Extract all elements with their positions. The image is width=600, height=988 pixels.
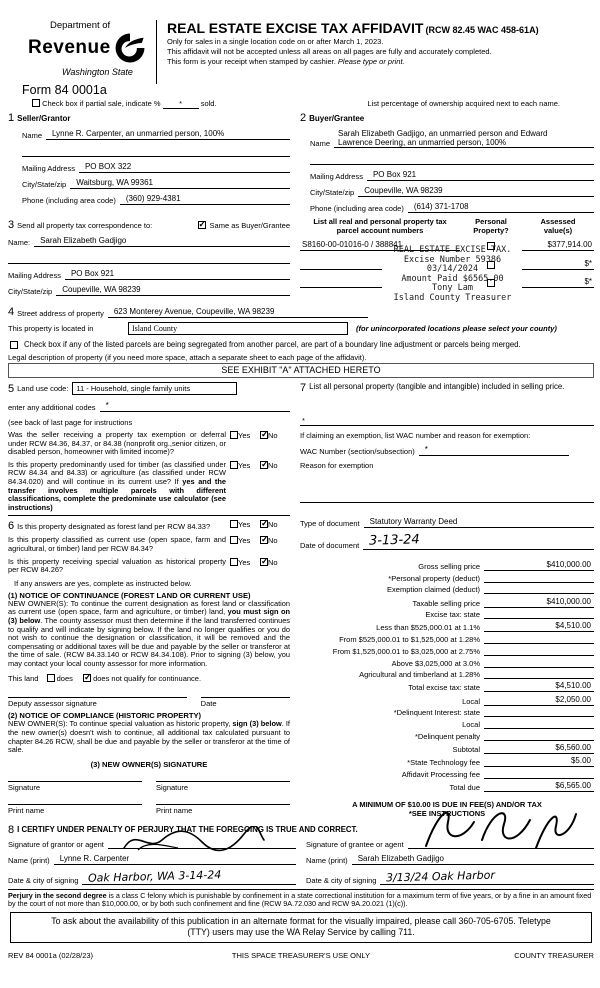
type-of-document-field[interactable]: Statutory Warranty Deed <box>364 517 594 528</box>
assessed-value-field-3[interactable]: $* <box>522 277 594 288</box>
street-address-label: Street address of property <box>17 309 104 318</box>
parcel-number-field[interactable]: S8160-00-01016-0 / 388841 <box>300 240 460 251</box>
historical-yes-checkbox[interactable] <box>230 558 238 566</box>
street-address-field[interactable]: 623 Monterey Avenue, Coupeville, WA 98239 <box>108 307 368 318</box>
forest-yes-checkbox[interactable] <box>230 520 238 528</box>
date-of-document-label: Date of document <box>300 541 360 550</box>
seller-phone-label: Phone (including area code) <box>22 196 116 205</box>
seller-name-label: Name <box>22 131 43 140</box>
tax-value-field[interactable] <box>484 658 594 668</box>
buyer-name-label: Name <box>310 139 331 148</box>
historical-question-row: Is this property receiving special valuation as historical property per RCW 84.26? Yes ✓ No <box>8 558 290 575</box>
wac-exemption-note: If claiming an exemption, list WAC number and reason for exemption: <box>300 431 531 440</box>
partial-sale-checkbox[interactable] <box>32 99 40 107</box>
new-owner-print-line-1[interactable]: Print name <box>8 804 142 815</box>
ownership-note: List percentage of ownership acquired next to each name. <box>367 99 560 108</box>
forest-land-question-row: 6 Is this property designated as forest land per RCW 84.33? Yes ✓ No <box>8 520 290 532</box>
correspondence-name-field[interactable]: Sarah Elizabeth Gadjigo <box>34 236 290 247</box>
additional-codes-field[interactable]: * <box>100 401 290 412</box>
deputy-date-line[interactable]: Date <box>201 697 290 708</box>
grantor-signature-scrawl <box>118 826 268 854</box>
continuance-row: This land does ✓ does not qualify for continuance. <box>8 674 290 683</box>
grantee-date-field[interactable]: 3/13/24 Oak Harbor <box>380 870 594 885</box>
grantor-date-label: Date & city of signing <box>8 875 79 885</box>
parcel-table-header: List all real and personal property tax parcel account numbers Personal Property? Assessed value(s) <box>313 217 576 235</box>
subtitle-2: This affidavit will not be accepted unless all areas on all pages are fully and accurately completed. <box>167 47 492 56</box>
affidavit-page: Department of Revenue Washington State Form 84 0001a REAL ESTATE EXCISE TAX AFFIDAVIT (RCW 82.45 WAC 458-61A) Only for sales in a single location code on or after March 1, 2023. This affidavit will not be accepted unless all areas on all pages are fully and accurately completed. This form is your receipt when stamped by cashier. Please type or print. Check box if partial sale, indicate % * sold. List percentage of ownership acquired next to each name. 1 Seller/Grantor Name Lynne R. Carpenter, an unmarried person, 100% Mailing Address PO BOX 322 City/State/zip Waitsburg, WA 99361 Phone (including area code) (360) 929-4381 3 Send all property tax correspondence to: ✓ Same as Buyer/Grantee Name: Sarah Elizabeth Gadjigo Mailing Address PO Box 921 City/State/zip Coupeville, WA 98239 2 Buyer/Grantee Name Sarah Elizabeth Gadjigo, an unmarried person and Edward Lawrence Deering, an unmarried person, 100% Mailing Address PO Box 921 City/State/zip Coupeville, WA 98239 Phone (including area code) (614) 371-1708 List all real and personal property tax parcel account numbers Personal Property? Assessed value(s) S8160-00-01016-0 / 388841 $377,914.00 $* $* REAL ESTATE EXCISE TAX. Excise Number 59386 03/14/2024 Amount Paid $6565.00 Tony Lam Island County Treasurer 4 Street address of property 623 Monterey Avenue, Coupeville, WA 98239 This property is located in Island County (for unincorporated locations please select your county) Check box if any of the listed parcels are being segregated from another parcel, are part of a boundary line adjustment or parcels being merged. Legal description of property (if you need more space, attach a separate sheet to each page of the affidavit). SEE EXHIBIT "A" ATTACHED HERETO 5 Land use code: 11 - Household, single family units enter any additional codes * (see back of last page for instructions Was the seller receiving a property tax exemption or deferral under RCW 84.36, 84.37, or 84.38 (nonprofit org.,senior citizen, or disabled person, homeowner with limited income)? Yes ✓ No Is this property predominantly used for timber (as classified under RCW 84.34 and 84.33) or agriculture (as classified under RCW 84.34.020) and will continue in its current use? If yes and the transfer involves multiple parcels with different classifications, complete the predominate use calculator (see instructions) Yes ✓ No 6 Is this property designated as forest land per RCW 84.33? Yes ✓ No Is this property classified as current use (open space, farm and agricultural, or timber) land per RCW 84.34? Yes ✓ No Is this property receiving special valuation as historical property per RCW 84.26? Yes ✓ No If any answers are yes, complete as instructed below. (1) NOTICE OF CONTINUANCE (FOREST LAND OR CURRENT USE) NEW OWNER(S): To continue the current designation as forest land or classification as current use (open space, farm and agriculture, or timber) land, you must sign on (3) below. The county assessor must then determine if the land transferred continues to qualify and will indicate by signing below. If the land no longer qualifies or you do not wish to continue the designation or classification, it will be removed and the compensating or additional taxes will be due and payable by the seller or transferor at the time of sale. (RCW 84.33.140 or RCW 84.34.108). Prior to signing (3) below, you may contact your local county assessor for more information. This land does ✓ does not qualify for continuance. Deputy assessor signature Date (2) NOTICE OF COMPLIANCE (HISTORIC PROPERTY) NEW OWNER(S): To continue special valuation as historic property, sign (3) below. If the new owner(s) doesn't wish to continue, all additional tax calculated pursuant to chapter 84.26 RCW, shall be due and payable by the seller or transferor at the time of sale. (3) NEW OWNER(S) SIGNATURE Signature Signature Print name Print name 7 List all personal property (tangible and intangible) included in selling price. * If claiming an exemption, list WAC number and reason for exemption: WAC Number (section/subsection) * Reason for exemption Type of document Statutory Warranty Deed Date of document 3-13-24 Gross selling price $410,000.00 *Personal property (deduct) Exemption claimed (deduct) Taxable selling price $410,000.00 Excise tax: state Less than $525,000.01 at 1.1% $4,510.00 From $525,000.01 to $1,525,000 at 1.28% From $1,525,000.01 to $3,025,000 at 2.75% Above $3,025,000 at 3.0% Agricultural and timberland at 1.28% Total excise tax: state $4,510.00 Local $2,050.00 *Delinquent Interest: state Local *Delinquent penalty Subtotal $6,560.00 *State Technology fee $5.00 Affidavit Processing fee Total due $6,565.00 A MINIMUM OF $10.00 IS DUE IN FEE(S) AND/OR TAX *SEE INSTRUCTIONS 8 I CERTIFY UNDER PENALTY OF PERJURY THAT THE FOREGOING IS TRUE AND CORRECT. Signature of grantor or agent Name (print) Lynne R. Carpenter Date & city of signing Oak Harbor, WA 3-14-24 Signature of grantee or agent Name (print) Sarah Elizabeth Gadjigo Date & city of signing 3/13/24 Oak Harbor Perjury in the second degree is a class C felony which is punishable by confinement in a state correctional institution for a maximum term of five years, or by a fine in an amount fixed by the court of not more than $10,000.00, or by both such confinement and fine (RCW 9A.72.030 and RCW 9A.20.021 (1)(c)). To ask about the availability of this publication in an alternate format for the visually impaired, please call 360-705-6705. Teletype (TTY) users may use the WA Relay Service by calling 711. REV 84 0001a (02/28/23) THIS SPACE TREASURER'S USE ONLY COUNTY TREASURER <box>0 0 600 988</box>
same-as-buyer-checkbox[interactable] <box>198 221 206 229</box>
reason-exemption-field[interactable] <box>300 494 594 503</box>
tax-value-field[interactable] <box>484 719 594 729</box>
tax-value-field[interactable] <box>484 731 594 741</box>
tax-computation <box>300 560 594 792</box>
grantee-signature[interactable] <box>408 839 594 849</box>
grantor-signing-block <box>8 836 306 885</box>
current-use-yes-checkbox[interactable] <box>230 536 238 544</box>
buyer-mailing-field[interactable]: PO Box 921 <box>367 170 594 181</box>
exemption-no-checkbox[interactable] <box>260 431 268 439</box>
timber-question-row: Is this property predominantly used for timber (as classified under RCW 84.34 and 84.33) or agriculture (as classified under RCW 84.34.020) and will continue in its current use? If yes and the transfer involves multiple parcels with different classifications, complete the predominate use calculator (see instructions) Yes ✓ No <box>8 461 290 513</box>
tax-value-field[interactable] <box>484 708 594 718</box>
seller-mailing-label: Mailing Address <box>22 164 75 173</box>
county-note: (for unincorporated locations please select your county) <box>356 324 557 333</box>
rev-number: REV 84 0001a (02/28/23) <box>8 950 94 960</box>
dor-swirl-icon <box>113 31 147 67</box>
land-does-checkbox[interactable] <box>47 674 55 682</box>
tax-value-field[interactable] <box>484 573 594 583</box>
new-owner-signature-line-2[interactable]: Signature <box>156 781 290 792</box>
forest-no-checkbox[interactable] <box>260 520 268 528</box>
seller-name-field[interactable]: Lynne R. Carpenter, an unmarried person, 100% <box>46 129 290 140</box>
segregated-label: Check box if any of the listed parcels are being segregated from another parcel, are part of a boundary line adjustment or parcels being merged. <box>24 340 521 349</box>
current-use-no-checkbox[interactable] <box>260 536 268 544</box>
grantor-signature[interactable] <box>108 839 296 849</box>
tax-value-field[interactable]: $4,510.00 <box>484 621 594 632</box>
tax-row: Subtotal $6,560.00 <box>300 743 594 754</box>
tax-row: Less than $525,000.01 at 1.1% $4,510.00 <box>300 621 594 632</box>
grantor-name-field[interactable]: Lynne R. Carpenter <box>54 854 296 865</box>
seller-city-label: City/State/zip <box>22 180 67 189</box>
county-treasurer-label: COUNTY TREASURER <box>514 950 594 960</box>
buyer-city-field[interactable]: Coupeville, WA 98239 <box>358 186 594 197</box>
partial-sale-label: Check box if partial sale, indicate % <box>42 99 161 108</box>
land-use-select[interactable]: 11 - Household, single family units <box>72 382 237 395</box>
buyer-name-field[interactable]: Sarah Elizabeth Gadjigo, an unmarried person and Edward Lawrence Deering, an unmarried person, 100% <box>334 129 594 148</box>
form-header <box>8 20 594 97</box>
date-of-document-field[interactable]: 3-13-24 <box>363 533 594 550</box>
tax-row: *Delinquent penalty <box>300 731 594 741</box>
tax-row: *Personal property (deduct) <box>300 573 594 583</box>
tax-value-field[interactable]: $6,565.00 <box>484 781 594 792</box>
new-owner-print-line-2[interactable]: Print name <box>156 804 290 815</box>
tax-value-field[interactable] <box>484 670 594 680</box>
personal-property-field[interactable]: * <box>300 416 594 426</box>
partial-sale-percent-field[interactable]: * <box>163 99 199 109</box>
form-number: Form 84 0001a <box>22 83 107 97</box>
correspondence-city-field[interactable]: Coupeville, WA 98239 <box>56 285 290 296</box>
legal-description-field[interactable]: SEE EXHIBIT "A" ATTACHED HERETO <box>8 363 594 378</box>
county-select[interactable]: Island County <box>128 322 348 335</box>
tax-row: From $525,000.01 to $1,525,000 at 1.28% <box>300 635 594 645</box>
grantee-signing-block <box>306 836 594 885</box>
revenue-wordmark: Revenue <box>28 36 111 58</box>
certify-statement: I CERTIFY UNDER PENALTY OF PERJURY THAT THE FOREGOING IS TRUE AND CORRECT. <box>17 825 358 835</box>
notice2-body: NEW OWNER(S): To continue special valuation as historic property, sign (3) below. If the new owner(s) doesn't wish to continue, all additional tax calculated pursuant to chapter 84.26 RCW, shall be due and payable by the seller or transferor at the time of sale. <box>8 719 290 755</box>
tax-row: Local $2,050.00 <box>300 695 594 706</box>
notice1-title: (1) NOTICE OF CONTINUANCE (FOREST LAND OR CURRENT USE) <box>8 590 251 600</box>
wac-number-field[interactable]: * <box>419 445 569 456</box>
tax-row: Above $3,025,000 at 3.0% <box>300 658 594 668</box>
tax-row: From $1,525,000.01 to $3,025,000 at 2.75% <box>300 646 594 656</box>
new-owner-signature-title: (3) NEW OWNER(S) SIGNATURE <box>90 759 208 769</box>
tax-row: Local <box>300 719 594 729</box>
wac-number-label: WAC Number (section/subsection) <box>300 447 415 456</box>
section3-label: Send all property tax correspondence to: <box>17 220 153 230</box>
timber-yes-checkbox[interactable] <box>230 461 238 469</box>
assessed-value-field-1[interactable]: $377,914.00 <box>522 240 594 251</box>
partial-sale-row <box>8 99 594 109</box>
minimum-fee-note: A MINIMUM OF $10.00 IS DUE IN FEE(S) AND/OR TAX *SEE INSTRUCTIONS <box>352 799 542 818</box>
tax-row: *State Technology fee $5.00 <box>300 756 594 767</box>
type-of-document-label: Type of document <box>300 519 360 528</box>
land-does-not-checkbox[interactable] <box>83 674 91 682</box>
new-owner-signature-line-1[interactable]: Signature <box>8 781 142 792</box>
tax-value-field[interactable]: $410,000.00 <box>484 597 594 608</box>
treasurer-stamp: REAL ESTATE EXCISE TAX. Excise Number 59386 03/14/2024 Amount Paid $6565.00 Tony Lam Island County Treasurer <box>393 245 512 303</box>
section1-header: 1 Seller/Grantor <box>8 112 71 124</box>
assessed-value-field-2[interactable]: $* <box>522 259 594 270</box>
grantee-signature-label: Signature of grantee or agent <box>306 839 404 849</box>
seller-name-extra-line[interactable] <box>22 148 290 157</box>
tax-row: Taxable selling price $410,000.00 <box>300 597 594 608</box>
tax-row: *Delinquent Interest: state <box>300 708 594 718</box>
reason-exemption-label: Reason for exemption <box>300 461 374 470</box>
tax-value-field[interactable] <box>484 769 594 779</box>
exemption-yes-checkbox[interactable] <box>230 431 238 439</box>
deputy-assessor-signature-line[interactable]: Deputy assessor signature <box>8 697 187 708</box>
form-title: REAL ESTATE EXCISE TAX AFFIDAVIT <box>167 20 424 36</box>
grantor-name-label: Name (print) <box>8 855 50 865</box>
see-back-note: (see back of last page for instructions <box>8 418 133 427</box>
treasurer-use-label: THIS SPACE TREASURER'S USE ONLY <box>231 950 371 960</box>
additional-codes-label: enter any additional codes <box>8 403 96 412</box>
segregated-checkbox[interactable] <box>10 341 18 349</box>
current-use-question-row: Is this property classified as current use (open space, farm and agricultural, or timber) land per RCW 84.34? Yes ✓ No <box>8 536 290 553</box>
washington-state-label: Washington State <box>62 67 133 77</box>
tax-row: Total due $6,565.00 <box>300 781 594 792</box>
personal-property-intro: List all personal property (tangible and intangible) included in selling price. <box>309 382 565 391</box>
correspondence-city-label: City/State/zip <box>8 287 53 296</box>
buyer-mailing-label: Mailing Address <box>310 172 363 181</box>
seller-city-field[interactable]: Waitsburg, WA 99361 <box>70 178 290 189</box>
tax-value-field[interactable] <box>484 635 594 645</box>
tax-value-field[interactable] <box>484 585 594 595</box>
tax-value-field[interactable]: $5.00 <box>484 756 594 767</box>
perjury-notice: Perjury in the second degree is a class C felony which is punishable by confinement in a state correctional institution for a maximum term of five years, or by a fine in an amount fixed by the court of not more than $10,000.00, or by both such confinement and fine (RCW 9A.72.030 and RCW 9A.20.021 (1)(c)). <box>8 889 594 909</box>
buyer-phone-field[interactable]: (614) 371-1708 <box>408 202 594 213</box>
tax-row: Total excise tax: state $4,510.00 <box>300 681 594 692</box>
timber-no-checkbox[interactable] <box>260 461 268 469</box>
buyer-phone-label: Phone (including area code) <box>310 204 404 213</box>
correspondence-name-label: Name: <box>8 238 31 247</box>
tax-row: Exemption claimed (deduct) <box>300 585 594 595</box>
tax-value-field[interactable] <box>484 610 594 620</box>
correspondence-mailing-field[interactable]: PO Box 921 <box>65 269 290 280</box>
dept-of-label: Department of <box>50 20 111 31</box>
same-as-buyer-label: Same as Buyer/Grantee <box>209 220 290 230</box>
accessibility-notice: To ask about the availability of this publication in an alternate format for the visually impaired, please call 360-705-6705. Teletype (TTY) users may use the WA Relay Service by calling 711. <box>10 912 592 943</box>
grantor-signature-label: Signature of grantor or agent <box>8 839 104 849</box>
section4: 4 Street address of property 623 Monterey Avenue, Coupeville, WA 98239 This property is located in Island County (for unincorporated locations please select your county) Check box if any of the listed parcels are being segregated from another parcel, are part of a boundary line adjustment or parcels being merged. Legal description of property (if you need more space, attach a separate sheet to each page of the affidavit). SEE EXHIBIT "A" ATTACHED HERETO <box>8 306 594 378</box>
title-block <box>156 20 594 84</box>
correspondence-extra-line[interactable] <box>8 255 290 264</box>
notice2-title: (2) NOTICE OF COMPLIANCE (HISTORIC PROPERTY) <box>8 711 202 721</box>
form-title-rcw: (RCW 82.45 WAC 458-61A) <box>425 25 539 35</box>
buyer-city-label: City/State/zip <box>310 188 355 197</box>
partial-sale-suffix: sold. <box>200 99 217 108</box>
grantee-name-field[interactable]: Sarah Elizabeth Gadjigo <box>352 854 594 865</box>
tax-value-field[interactable]: $410,000.00 <box>484 560 594 571</box>
footer-row <box>8 951 594 960</box>
tax-row: Agricultural and timberland at 1.28% <box>300 670 594 680</box>
exemption-question-row: Was the seller receiving a property tax exemption or deferral under RCW 84.36, 84.37, or 84.38 (nonprofit org.,senior citizen, or disabled person, homeowner with limited income)? Yes ✓ No <box>8 431 290 457</box>
tax-value-field[interactable]: $4,510.00 <box>484 681 594 692</box>
answers-yes-note: If any answers are yes, complete as instructed below. <box>14 578 192 588</box>
grantee-signature-scrawl <box>418 802 578 854</box>
tax-row: Excise tax: state <box>300 610 594 620</box>
tax-value-field[interactable]: $6,560.00 <box>484 743 594 754</box>
buyer-name-extra-line[interactable] <box>310 156 594 165</box>
historical-no-checkbox[interactable] <box>260 558 268 566</box>
land-use-label: Land use code: <box>17 384 69 393</box>
tax-row: Gross selling price $410,000.00 <box>300 560 594 571</box>
legal-description-label: Legal description of property (if you need more space, attach a separate sheet to each page of the affidavit). <box>8 353 367 362</box>
notice1-body: NEW OWNER(S): To continue the current designation as forest land or classification as current use (open space, farm and agriculture, or timber) land, you must sign on (3) below. The county assessor must then determine if the land transferred continues to qualify and will indicate by signing below. If the land no longer qualifies or you do not wish to continue the designation or classification, it will be removed and the compensating or additional taxes will be due and payable by the seller or transferor at the time of sale. (RCW 84.33.140 or RCW 84.34.108). Prior to signing (3) below, you may contact your local county assessor for more information. <box>8 598 291 668</box>
seller-phone-field[interactable]: (360) 929-4381 <box>120 194 290 205</box>
grantor-date-field[interactable]: Oak Harbor, WA 3-14-24 <box>82 870 296 885</box>
subtitle-3: This form is your receipt when stamped by cashier. Please type or print. <box>167 57 405 66</box>
grantee-date-label: Date & city of signing <box>306 875 377 885</box>
tax-value-field[interactable] <box>484 646 594 656</box>
dor-logo <box>8 20 156 97</box>
seller-mailing-field[interactable]: PO BOX 322 <box>79 162 290 173</box>
tax-row: Affidavit Processing fee <box>300 769 594 779</box>
located-in-label: This property is located in <box>8 324 94 333</box>
grantee-name-label: Name (print) <box>306 855 348 865</box>
subtitle-1: Only for sales in a single location code on or after March 1, 2023. <box>167 37 384 46</box>
section2-header: 2 Buyer/Grantee <box>300 112 365 124</box>
section8: 8 I CERTIFY UNDER PENALTY OF PERJURY THAT THE FOREGOING IS TRUE AND CORRECT. Signature of grantor or agent Name (print) Lynne R. Carpenter Date & city of signing Oak Harbor, WA 3-14-24 Signature of grantee or agent Name (print) Sarah Elizabeth Gadjigo Date & city of signing 3/13/24 Oak Harbor <box>8 824 594 885</box>
correspondence-mailing-label: Mailing Address <box>8 271 61 280</box>
tax-value-field[interactable]: $2,050.00 <box>484 695 594 706</box>
